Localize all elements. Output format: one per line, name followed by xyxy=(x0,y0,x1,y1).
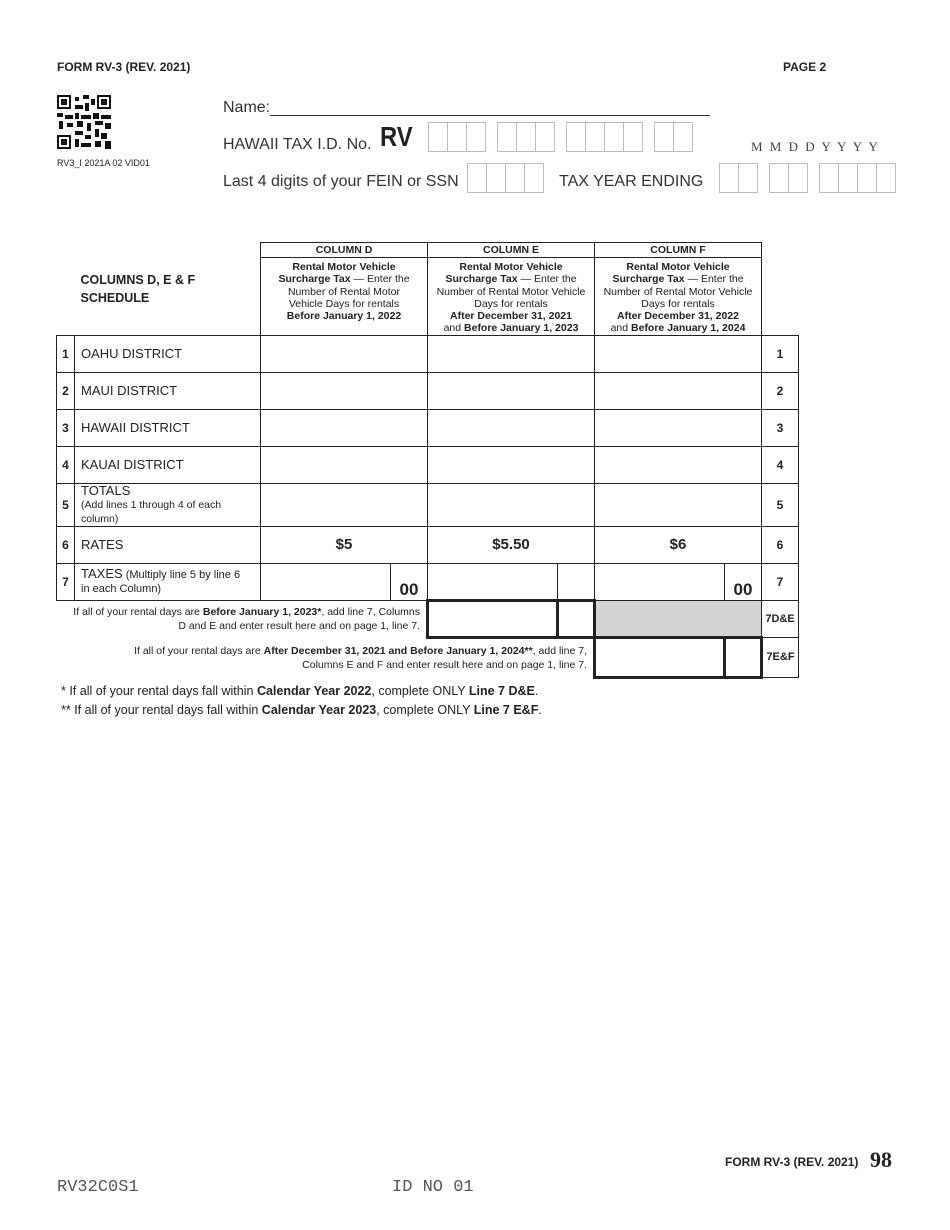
line-number: 5 xyxy=(57,483,75,526)
hawaii-column-f-field[interactable] xyxy=(595,409,762,446)
tax-year-day-boxes[interactable] xyxy=(769,163,808,193)
footnote-2-pre: ** If all of your rental days fall within xyxy=(61,703,262,717)
line-7ef-text-pre: If all of your rental days are xyxy=(134,645,264,658)
line-7ef-row xyxy=(57,637,799,677)
col-d-desc-5: Before January 1, 2022 xyxy=(286,310,402,323)
kauai-column-e-field[interactable] xyxy=(428,446,595,483)
column-e-description xyxy=(428,258,595,336)
fein-boxes[interactable] xyxy=(467,163,544,193)
taxes-label-rest: (Multiply line 5 by line 6 xyxy=(122,569,241,582)
line-number-right: 7 xyxy=(762,563,799,600)
taxes-label: TAXES xyxy=(81,566,123,582)
line-7ef-text-post: , add line 7, xyxy=(532,645,587,658)
col-e-desc-5: After December 31, 2021 xyxy=(450,310,572,323)
schedule-title-line1: COLUMNS D, E & F xyxy=(80,272,196,287)
table-row xyxy=(57,335,799,372)
col-e-desc-6: and xyxy=(443,322,465,335)
row-label-taxes xyxy=(75,563,261,600)
table-row xyxy=(57,526,799,563)
col-f-desc-5: After December 31, 2022 xyxy=(617,310,739,323)
table-row xyxy=(57,446,799,483)
footnote-2-mid: , complete ONLY xyxy=(376,703,474,717)
line-number: 7 xyxy=(57,563,75,600)
footnote-1-pre: * If all of your rental days fall within xyxy=(61,684,257,698)
col-e-desc-6-bold: Before January 1, 2023 xyxy=(464,322,579,335)
taxes-column-f-cents: 00 xyxy=(725,563,762,600)
col-e-desc-3: Number of Rental Motor Vehicle xyxy=(436,285,586,298)
footnote-2 xyxy=(61,703,542,717)
footnote-2-post: . xyxy=(538,703,542,717)
line-7ef-tag: 7E&F xyxy=(762,637,799,677)
oahu-column-d-field[interactable] xyxy=(261,335,428,372)
row-label-kauai: KAUAI DISTRICT xyxy=(75,446,261,483)
column-e-heading: COLUMN E xyxy=(428,243,595,258)
hawaii-column-d-field[interactable] xyxy=(261,409,428,446)
line-7ef-text-bold: After December 31, 2021 and Before January 1, 2024** xyxy=(263,645,533,658)
taxes-column-d-cents: 00 xyxy=(391,563,428,600)
row-label-totals xyxy=(75,483,261,526)
footnote-1-bold1: Calendar Year 2022 xyxy=(256,684,372,698)
name-input-line[interactable] xyxy=(270,115,710,116)
tax-id-label: HAWAII TAX I.D. No. xyxy=(223,136,372,153)
col-e-desc-1: Rental Motor Vehicle xyxy=(459,261,563,273)
line-7de-instruction xyxy=(57,600,428,637)
table-row xyxy=(57,372,799,409)
oahu-column-f-field[interactable] xyxy=(595,335,762,372)
taxes-column-e-dollars[interactable] xyxy=(428,563,558,600)
scan-code: RV32C0S1 xyxy=(57,1178,139,1197)
maui-column-d-field[interactable] xyxy=(261,372,428,409)
line-number: 3 xyxy=(57,409,75,446)
col-e-desc-2: — Enter the xyxy=(517,273,577,286)
schedule-title-line2: SCHEDULE xyxy=(80,290,150,305)
footnote-1 xyxy=(61,684,538,698)
column-d-heading: COLUMN D xyxy=(261,243,428,258)
rate-column-f: $6 xyxy=(595,526,762,563)
line-number-right: 2 xyxy=(762,372,799,409)
tax-id-boxes-4[interactable] xyxy=(654,122,693,152)
date-format-hint: M M D D Y Y Y Y xyxy=(751,139,880,154)
line-7de-shaded-area xyxy=(595,600,762,637)
tax-year-year-boxes[interactable] xyxy=(819,163,896,193)
column-f-heading: COLUMN F xyxy=(595,243,762,258)
name-label: Name: xyxy=(223,99,271,116)
line-7ef-text-line2: Columns E and F and enter result here and on page 1, line 7. xyxy=(302,659,587,672)
row-label-hawaii: HAWAII DISTRICT xyxy=(75,409,261,446)
tax-year-month-boxes[interactable] xyxy=(719,163,758,193)
page-label: PAGE 2 xyxy=(783,60,827,74)
id-number: ID NO 01 xyxy=(392,1178,474,1197)
line-7ef-cents[interactable] xyxy=(725,637,762,677)
col-d-desc-2: — Enter the xyxy=(350,273,410,286)
line-7de-dollars[interactable] xyxy=(428,600,558,637)
col-f-desc-2: — Enter the xyxy=(684,273,744,286)
row-label-rates: RATES xyxy=(75,526,261,563)
line-7de-tag: 7D&E xyxy=(762,600,799,637)
line-number-right: 1 xyxy=(762,335,799,372)
line-7ef-instruction xyxy=(57,637,595,677)
totals-label: TOTALS xyxy=(81,482,131,498)
col-e-desc-2-bold: Surcharge Tax xyxy=(445,273,518,286)
footnote-1-post: . xyxy=(534,684,539,698)
line-number-right: 5 xyxy=(762,483,799,526)
maui-column-e-field[interactable] xyxy=(428,372,595,409)
col-f-desc-1: Rental Motor Vehicle xyxy=(626,261,730,273)
col-d-desc-3: Number of Rental Motor xyxy=(287,285,401,298)
rate-column-d: $5 xyxy=(261,526,428,563)
line-7de-row xyxy=(57,600,799,637)
col-f-desc-3: Number of Rental Motor Vehicle xyxy=(603,285,753,298)
tax-id-prefix: RV xyxy=(380,121,413,152)
form-id-footer: FORM RV-3 (REV. 2021) xyxy=(725,1155,859,1169)
totals-sublabel: (Add lines 1 through 4 of each column) xyxy=(81,498,222,525)
footnote-1-bold2: Line 7 D&E xyxy=(468,684,535,698)
oahu-column-e-field[interactable] xyxy=(428,335,595,372)
footnote-1-mid: , complete ONLY xyxy=(371,684,469,698)
taxes-sublabel: in each Column) xyxy=(81,583,162,596)
kauai-column-d-field[interactable] xyxy=(261,446,428,483)
qr-code-label: RV3_I 2021A 02 VID01 xyxy=(57,158,150,168)
col-f-desc-6-bold: Before January 1, 2024 xyxy=(631,322,746,335)
totals-column-d-field[interactable] xyxy=(261,483,428,526)
hawaii-column-e-field[interactable] xyxy=(428,409,595,446)
line-number: 4 xyxy=(57,446,75,483)
col-f-desc-6: and xyxy=(610,322,632,335)
line-number: 6 xyxy=(57,526,75,563)
line-7de-text-line2: D and E and enter result here and on page 1, line 7. xyxy=(178,620,420,633)
taxes-column-e-cents[interactable] xyxy=(558,563,595,600)
form-id-header: FORM RV-3 (REV. 2021) xyxy=(57,60,191,74)
col-f-desc-4: Days for rentals xyxy=(641,297,715,310)
fein-label: Last 4 digits of your FEIN or SSN xyxy=(223,173,459,190)
totals-column-e-field[interactable] xyxy=(428,483,595,526)
tax-id-boxes-1[interactable] xyxy=(428,122,486,152)
qr-code-icon xyxy=(57,95,111,149)
rate-column-e: $5.50 xyxy=(428,526,595,563)
maui-column-f-field[interactable] xyxy=(595,372,762,409)
line-7de-text-pre: If all of your rental days are xyxy=(73,606,203,619)
footnote-2-bold1: Calendar Year 2023 xyxy=(261,703,377,717)
table-row xyxy=(57,409,799,446)
line-number-right: 3 xyxy=(762,409,799,446)
tax-id-boxes-3[interactable] xyxy=(566,122,643,152)
schedule-table xyxy=(56,242,799,679)
kauai-column-f-field[interactable] xyxy=(595,446,762,483)
line-number-right: 4 xyxy=(762,446,799,483)
col-e-desc-4: Days for rentals xyxy=(474,297,548,310)
footnote-2-bold2: Line 7 E&F xyxy=(473,703,539,717)
line-number: 1 xyxy=(57,335,75,372)
tax-year-label: TAX YEAR ENDING xyxy=(559,173,704,190)
tax-id-boxes-2[interactable] xyxy=(497,122,555,152)
line-number: 2 xyxy=(57,372,75,409)
line-7ef-dollars[interactable] xyxy=(595,637,725,677)
row-label-maui: MAUI DISTRICT xyxy=(75,372,261,409)
line-7de-text-post: , add line 7, Columns xyxy=(321,606,420,619)
line-7de-text-bold: Before January 1, 2023* xyxy=(202,606,322,619)
table-row xyxy=(57,483,799,526)
page-number: 98 xyxy=(870,1147,892,1172)
schedule-title xyxy=(57,243,261,336)
taxes-column-f-dollars[interactable] xyxy=(595,563,725,600)
col-d-desc-2-bold: Surcharge Tax xyxy=(278,273,351,286)
column-d-description xyxy=(261,258,428,336)
col-d-desc-4: Vehicle Days for rentals xyxy=(288,297,400,310)
col-d-desc-1: Rental Motor Vehicle xyxy=(292,261,396,273)
row-label-oahu: OAHU DISTRICT xyxy=(75,335,261,372)
line-number-right: 6 xyxy=(762,526,799,563)
totals-column-f-field[interactable] xyxy=(595,483,762,526)
column-f-description xyxy=(595,258,762,336)
col-f-desc-2-bold: Surcharge Tax xyxy=(612,273,685,286)
taxes-column-d-dollars[interactable] xyxy=(261,563,391,600)
table-row xyxy=(57,563,799,600)
line-7de-cents[interactable] xyxy=(558,600,595,637)
